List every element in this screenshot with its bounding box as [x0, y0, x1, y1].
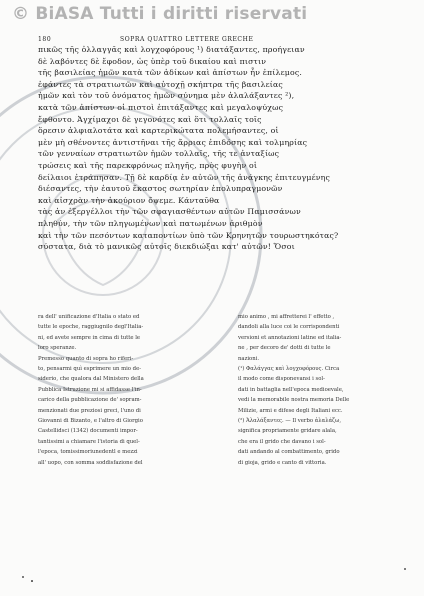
greek-line: δείλαιοι ἐτράπησαν. Τῇ δὲ καρδίᾳ ἐν αὐτῶν τῆς ἀνάγκης ἐπιτευγμένης	[38, 172, 330, 182]
greek-line: κατὰ τῶν ἀπίστων οἱ πιστοὶ ἐπιτάξαντες καὶ μεγαλοψύχως	[38, 102, 284, 112]
greek-line: ὅρεσιν ἀλφιαλοτάτα καὶ καρτερικώτατα πολεμήσαντες, οἱ	[38, 126, 279, 136]
note-line: carico della pubblicazione de' sopram-	[38, 397, 142, 404]
note-line: Castellidsci (1342) documenti impor-	[38, 428, 138, 435]
note-line: dati andando al combattimento, grido	[238, 449, 340, 456]
scan-speck	[404, 568, 406, 570]
greek-line: ἡμῶν καὶ τὸν τοῦ ὀνόματος ἡμῶν σύνημα μὲν ἀλαλάξαντες ²),	[38, 91, 295, 101]
greek-line: πληθύν, τὴν τῶν πληγωμένων καὶ πατωμένων ἀριθμὸν	[38, 218, 263, 228]
note-line: loro speranze.	[38, 345, 77, 352]
note-line: dati in battaglia nell'epoca medioevale,	[238, 386, 344, 393]
note-line: siderio, che qualora dal Ministero della	[38, 376, 144, 383]
greek-line: τρώσεις καὶ τῆς παρεκφρόνως πληγῆς, πρὸς φυγὴν οἱ	[38, 160, 258, 170]
greek-text-block	[38, 44, 408, 253]
note-line: (¹) Φαλάγγας καὶ λογχοφόρους. Circa	[238, 366, 340, 373]
greek-line: διέσαντες, τὴν ἑαυτοῦ ἕκαστος σωτηρίαν ἐπολυπραγμονῶν	[38, 184, 283, 194]
note-line: Milizie, armi e difese degli Italiani ecc.	[238, 407, 343, 414]
note-line: nazioni.	[238, 355, 260, 362]
note-line: Giovanni di Bizanto, e l'altro di Giorgio	[38, 418, 143, 425]
greek-line: τῆς βασιλείας ἡμῶν κατὰ τῶν ἀδίκων καὶ ἀπίστων ἦν ἐπίλεμος.	[38, 68, 303, 78]
note-line: (²) Ἀλαλάξαντες. — Il verbo ἀλαλάζω,	[238, 418, 342, 425]
greek-line: τὰς ἀν ἐξεργέλλοι τὴν τῶν σφαγιασθέντων αὐτῶν Παμισσάνων	[38, 207, 301, 217]
greek-line: καὶ τὴν τῶν πεσόντων καταποντίων ὑπὸ τῶν Κρηνητῶν τουρωστηκότας?	[38, 230, 339, 240]
note-line: ni, ed avete sempre in cima di tutte le	[38, 334, 141, 341]
note-line: vedi la memorabile nostra memoria Delle	[238, 397, 350, 404]
scan-speck	[22, 576, 24, 578]
note-line: menzionati due preziosi greci, l'uno di	[38, 407, 141, 414]
note-line: all' uopo, con somma soddisfazione del	[38, 459, 143, 466]
note-line: il modo come disponevansi i sol-	[238, 376, 325, 383]
note-line: tantissimi a chiamare l'istoria di quel-	[38, 438, 140, 445]
note-line: che era il grido che davano i sol-	[238, 438, 326, 445]
greek-line: τῶν γενναίων στρατιωτῶν ἡμῶν τολλαῖς, τῆς τε ἀνταξίως	[38, 149, 280, 159]
note-line: tutte le epoche, raggiugnilo degl'Italia-	[38, 324, 144, 331]
note-line: ne , per decoro de' dotti di tutte le	[238, 345, 331, 352]
greek-line: ἐφάντες τὰ στρατιωτῶν καὶ αὐτοχῇ σκήπτρα τῆς βασιλείας	[38, 79, 283, 89]
running-title: SOPRA QUATTRO LETTERE GRECHE	[120, 36, 254, 43]
greek-line: καὶ αἰσχρὰν τὴν ἀκούριον ὄψεμε. Κάνταῦθα	[38, 195, 220, 205]
note-line: dandoli alla luce coi le corrispondenti	[238, 324, 340, 331]
note-line: di gioja, grido e canto di vittoria.	[238, 459, 327, 466]
footnotes-left-column	[38, 312, 214, 468]
scan-speck	[31, 580, 33, 582]
page-number: 180	[38, 36, 52, 43]
note-line: Pubblica Istruzione mi si affidasse l'in-	[38, 386, 142, 393]
greek-line: μὲν μὴ σθένοντες ἀντιστῆναι τῆς ἄρριας ἐπιδόσης καὶ τολμηρίας	[38, 137, 308, 147]
note-line: to, pensarmi quì esprimere un mio de-	[38, 366, 141, 373]
greek-line: δὲ λαβόντες δὲ ἔφοδον, ὡς ὑπὲρ τοῦ δικαίου καὶ πιστιν	[38, 56, 267, 66]
note-line: versioni et annotazioni latine ed italia-	[238, 334, 342, 341]
greek-line: πικῶς τῆς ὀλλαγγᾶς καὶ λογχοφόρους ¹) διατάξαντες, προήγειαν	[38, 45, 305, 54]
note-line: l'epoca, tomissimoriunedentl e mezzi	[38, 449, 138, 456]
greek-line: ἔφθοντο. Ἀγχίμαχοι δὲ γεγονότες καὶ ὅτι τολλαῖς τοῖς	[38, 114, 262, 124]
note-line: mio animo , mi affretterei l' effetto ,	[238, 314, 335, 320]
footnotes-right-column	[238, 312, 414, 468]
note-line: ra dell' unificazione d'Italia o stato ed	[38, 314, 140, 320]
note-line: significa propriamente gridare alala,	[238, 428, 337, 435]
watermark-text: © BiASA Tutti i diritti riservati	[12, 4, 308, 24]
note-line: Premesso quanto di sopra ho riferi-	[38, 355, 134, 362]
greek-line: σύστατα, διὰ τὸ μανικῶς αὐτοῖς διεκδιώξαι κατ' αὐτῶν! Ὅσοι	[38, 242, 295, 252]
